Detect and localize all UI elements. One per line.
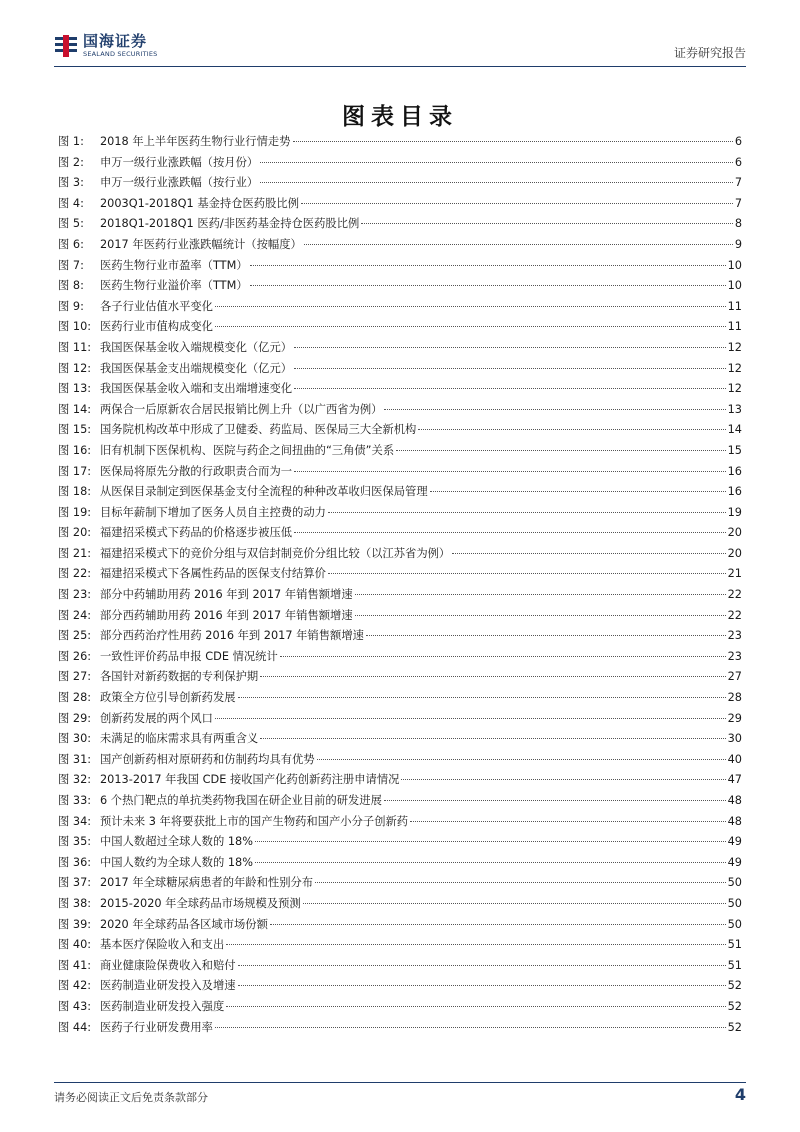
toc-leader-dots	[215, 1027, 726, 1028]
toc-leader-dots	[260, 182, 733, 183]
toc-entry[interactable]	[58, 380, 742, 401]
toc-leader-dots	[401, 779, 725, 780]
toc-leader-dots	[317, 759, 726, 760]
toc-page-number: 21	[727, 567, 742, 581]
toc-leader-dots	[304, 244, 733, 245]
toc-figure-title: 福建招采模式下各属性药品的医保支付结算价	[100, 567, 326, 581]
toc-leader-dots	[260, 738, 725, 739]
toc-figure-title: 国务院机构改革中形成了卫健委、药监局、医保局三大全新机构	[100, 423, 417, 437]
toc-figure-number: 图 40:	[58, 938, 92, 952]
toc-figure-title: 医药行业市值构成变化	[100, 320, 213, 334]
toc-figure-number: 图 15:	[58, 423, 92, 437]
toc-figure-number: 图 24:	[58, 608, 92, 622]
toc-figure-number: 图 5:	[58, 217, 84, 231]
toc-figure-number: 图 31:	[58, 752, 92, 766]
toc-figure-number: 图 23:	[58, 588, 92, 602]
toc-entry[interactable]	[58, 648, 742, 669]
toc-page-number: 13	[727, 402, 742, 416]
toc-leader-dots	[294, 368, 726, 369]
toc-entry[interactable]	[58, 874, 742, 895]
toc-entry[interactable]	[58, 977, 742, 998]
toc-page-number: 50	[727, 876, 742, 890]
toc-figure-title: 医药制造业研发投入强度	[100, 999, 225, 1013]
toc-figure-number: 图 13:	[58, 382, 92, 396]
toc-entry[interactable]	[58, 257, 742, 278]
toc-figure-title: 部分西药辅助用药 2016 年到 2017 年销售额增速	[100, 608, 353, 622]
toc-figure-title: 各国针对新药数据的专利保护期	[100, 670, 259, 684]
toc-figure-number: 图 38:	[58, 896, 92, 910]
toc-leader-dots	[250, 285, 726, 286]
toc-figure-title: 医药制造业研发投入及增速	[100, 979, 236, 993]
toc-page-number: 22	[727, 608, 742, 622]
toc-leader-dots	[384, 409, 725, 410]
toc-figure-number: 图 3:	[58, 176, 84, 190]
toc-page-number: 20	[727, 526, 742, 540]
toc-figure-title: 申万一级行业涨跌幅（按月份）	[100, 155, 259, 169]
toc-figure-number: 图 2:	[58, 155, 84, 169]
toc-leader-dots	[215, 326, 726, 327]
toc-figure-number: 图 7:	[58, 258, 84, 272]
toc-page-number: 15	[727, 443, 742, 457]
toc-figure-number: 图 25:	[58, 629, 92, 643]
toc-figure-number: 图 27:	[58, 670, 92, 684]
toc-entry[interactable]	[58, 627, 742, 648]
toc-figure-title: 2017 年全球糖尿病患者的年龄和性别分布	[100, 876, 314, 890]
toc-figure-title: 商业健康险保费收入和赔付	[100, 958, 236, 972]
page-number: 4	[734, 1085, 746, 1104]
toc-entry[interactable]	[58, 277, 742, 298]
report-type-label: 证券研究报告	[673, 46, 746, 60]
toc-entry[interactable]	[58, 154, 742, 175]
toc-entry[interactable]	[58, 360, 742, 381]
toc-figure-title: 部分中药辅助用药 2016 年到 2017 年销售额增速	[100, 588, 353, 602]
toc-figure-title: 各子行业估值水平变化	[100, 299, 213, 313]
toc-figure-title: 部分西药治疗性用药 2016 年到 2017 年销售额增速	[100, 629, 364, 643]
toc-figure-number: 图 36:	[58, 855, 92, 869]
toc-entry[interactable]	[58, 936, 742, 957]
toc-leader-dots	[250, 265, 726, 266]
toc-leader-dots	[315, 882, 726, 883]
toc-entry[interactable]	[58, 916, 742, 937]
toc-entry[interactable]	[58, 751, 742, 772]
toc-leader-dots	[238, 697, 726, 698]
toc-entry[interactable]	[58, 813, 742, 834]
toc-figure-title: 2017 年医药行业涨跌幅统计（按幅度）	[100, 237, 302, 251]
toc-figure-title: 我国医保基金收入端规模变化（亿元）	[100, 340, 293, 354]
toc-figure-title: 医药生物行业市盈率（TTM）	[100, 258, 248, 272]
toc-figure-title: 从医保目录制定到医保基金支付全流程的种种改革收归医保局管理	[100, 485, 428, 499]
toc-entry[interactable]	[58, 545, 742, 566]
toc-figure-number: 图 6:	[58, 237, 84, 251]
disclaimer-note: 请务必阅读正文后免责条款部分	[54, 1091, 208, 1104]
toc-leader-dots	[366, 635, 726, 636]
toc-figure-number: 图 30:	[58, 732, 92, 746]
toc-figure-title: 我国医保基金收入端和支出端增速变化	[100, 382, 293, 396]
toc-page-number: 52	[727, 979, 742, 993]
toc-leader-dots	[280, 656, 726, 657]
toc-figure-title: 两保合一后原新农合居民报销比例上升（以广西省为例）	[100, 402, 383, 416]
toc-entry[interactable]	[58, 442, 742, 463]
toc-figure-number: 图 11:	[58, 340, 92, 354]
toc-page-number: 12	[727, 382, 742, 396]
toc-entry[interactable]	[58, 854, 742, 875]
figure-index-list	[58, 133, 742, 1039]
toc-page-number: 49	[727, 835, 742, 849]
toc-page-number: 29	[727, 711, 742, 725]
toc-entry[interactable]	[58, 504, 742, 525]
toc-figure-title: 申万一级行业涨跌幅（按行业）	[100, 176, 259, 190]
toc-figure-number: 图 41:	[58, 958, 92, 972]
toc-entry[interactable]	[58, 215, 742, 236]
toc-page-number: 10	[727, 258, 742, 272]
toc-figure-title: 2018Q1-2018Q1 医药/非医药基金持仓医药股比例	[100, 217, 360, 231]
toc-page-number: 50	[727, 917, 742, 931]
toc-entry[interactable]	[58, 957, 742, 978]
toc-page-number: 11	[727, 299, 742, 313]
toc-entry[interactable]	[58, 195, 742, 216]
toc-entry[interactable]	[58, 174, 742, 195]
logo-chinese-name: 国海证券	[83, 32, 148, 51]
toc-entry[interactable]	[58, 607, 742, 628]
page-header	[54, 32, 746, 67]
toc-figure-title: 中国人数超过全球人数的 18%	[100, 835, 253, 849]
toc-page-number: 22	[727, 588, 742, 602]
toc-entry[interactable]	[58, 421, 742, 442]
toc-entry[interactable]	[58, 401, 742, 422]
toc-entry[interactable]	[58, 710, 742, 731]
page-footer	[54, 1082, 746, 1107]
toc-leader-dots	[226, 944, 725, 945]
toc-page-number: 12	[727, 340, 742, 354]
toc-figure-title: 2018 年上半年医药生物行业行情走势	[100, 135, 291, 148]
toc-entry[interactable]	[58, 339, 742, 360]
toc-leader-dots	[260, 676, 725, 677]
toc-leader-dots	[430, 491, 726, 492]
toc-page-number: 48	[727, 794, 742, 807]
toc-page-number: 6	[734, 135, 742, 148]
toc-figure-title: 福建招采模式下药品的价格逐步被压低	[100, 526, 293, 540]
toc-leader-dots	[410, 821, 726, 822]
toc-leader-dots	[215, 306, 726, 307]
toc-page-number: 51	[727, 958, 742, 972]
toc-leader-dots	[301, 203, 733, 204]
toc-figure-title: 基本医疗保险收入和支出	[100, 938, 225, 952]
toc-figure-number: 图 32:	[58, 773, 92, 787]
toc-figure-number: 图 39:	[58, 917, 92, 931]
toc-page-number: 52	[727, 1020, 742, 1034]
toc-leader-dots	[355, 594, 726, 595]
toc-leader-dots	[294, 471, 726, 472]
toc-figure-number: 图 42:	[58, 979, 92, 993]
toc-entry[interactable]	[58, 1019, 742, 1040]
toc-figure-title: 国产创新药相对原研药和仿制药均具有优势	[100, 752, 315, 766]
toc-entry[interactable]	[58, 998, 742, 1019]
toc-figure-number: 图 16:	[58, 443, 92, 457]
toc-figure-number: 图 19:	[58, 505, 92, 519]
toc-figure-title: 2003Q1-2018Q1 基金持仓医药股比例	[100, 196, 299, 210]
toc-figure-title: 福建招采模式下的竞价分组与双信封制竞价分组比较（以江苏省为例）	[100, 546, 451, 560]
toc-figure-title: 医药子行业研发费用率	[100, 1020, 213, 1034]
toc-figure-number: 图 37:	[58, 876, 92, 890]
toc-figure-number: 图 29:	[58, 711, 92, 725]
toc-entry[interactable]	[58, 792, 742, 813]
page-title: 图表目录	[342, 104, 458, 130]
toc-leader-dots	[328, 573, 726, 574]
logo-english-name: SEALAND SECURITIES	[83, 50, 158, 59]
toc-page-number: 27	[727, 670, 742, 684]
toc-figure-number: 图 34:	[58, 814, 92, 828]
toc-entry[interactable]	[58, 833, 742, 854]
toc-entry[interactable]	[58, 318, 742, 339]
toc-page-number: 11	[727, 320, 742, 334]
toc-figure-number: 图 22:	[58, 567, 92, 581]
toc-leader-dots	[293, 141, 733, 142]
toc-figure-title: 目标年薪制下增加了医务人员自主控费的动力	[100, 505, 326, 519]
toc-figure-number: 图 4:	[58, 196, 84, 210]
toc-figure-number: 图 9:	[58, 299, 84, 313]
toc-leader-dots	[303, 903, 726, 904]
toc-page-number: 7	[734, 196, 742, 210]
toc-figure-number: 图 35:	[58, 835, 92, 849]
toc-leader-dots	[294, 347, 726, 348]
toc-figure-number: 图 14:	[58, 402, 92, 416]
toc-figure-title: 6 个热门靶点的单抗类药物我国在研企业目前的研发进展	[100, 794, 382, 807]
toc-figure-title: 未满足的临床需求具有两重含义	[100, 732, 259, 746]
toc-leader-dots	[238, 985, 726, 986]
toc-figure-number: 图 18:	[58, 485, 92, 499]
toc-page-number: 30	[727, 732, 742, 746]
toc-entry[interactable]	[58, 565, 742, 586]
toc-figure-number: 图 26:	[58, 649, 92, 663]
toc-leader-dots	[384, 800, 726, 801]
toc-page-number: 50	[727, 896, 742, 910]
toc-figure-title: 医药生物行业溢价率（TTM）	[100, 279, 248, 293]
toc-figure-number: 图 28:	[58, 691, 92, 705]
toc-entry[interactable]	[58, 895, 742, 916]
toc-leader-dots	[396, 450, 725, 451]
toc-figure-number: 图 10:	[58, 320, 92, 334]
toc-page-number: 14	[727, 423, 742, 437]
toc-leader-dots	[355, 615, 726, 616]
toc-figure-title: 中国人数约为全球人数的 18%	[100, 855, 253, 869]
toc-leader-dots	[255, 862, 726, 863]
toc-page-number: 49	[727, 855, 742, 869]
toc-page-number: 10	[727, 279, 742, 293]
toc-entry[interactable]	[58, 771, 742, 792]
toc-leader-dots	[238, 965, 726, 966]
toc-figure-title: 一致性评价药品申报 CDE 情况统计	[100, 649, 278, 663]
toc-figure-number: 图 20:	[58, 526, 92, 540]
toc-page-number: 7	[734, 176, 742, 190]
toc-figure-number: 图 21:	[58, 546, 92, 560]
toc-page-number: 40	[727, 752, 742, 766]
toc-figure-number: 图 1:	[58, 135, 84, 148]
toc-page-number: 28	[727, 691, 742, 705]
toc-figure-number: 图 33:	[58, 794, 92, 807]
toc-leader-dots	[215, 718, 726, 719]
toc-page-number: 19	[727, 505, 742, 519]
toc-entry[interactable]	[58, 236, 742, 257]
toc-figure-title: 2013-2017 年我国 CDE 接收国产化药创新药注册申请情况	[100, 773, 400, 787]
toc-figure-number: 图 43:	[58, 999, 92, 1013]
toc-figure-number: 图 44:	[58, 1020, 92, 1034]
toc-entry[interactable]	[58, 730, 742, 751]
toc-figure-number: 图 12:	[58, 361, 92, 375]
toc-figure-number: 图 8:	[58, 279, 84, 293]
toc-entry[interactable]	[58, 463, 742, 484]
toc-entry[interactable]	[58, 668, 742, 689]
toc-page-number: 6	[734, 155, 742, 169]
sealand-logo-icon	[54, 34, 78, 58]
toc-figure-title: 创新药发展的两个风口	[100, 711, 213, 725]
toc-leader-dots	[294, 532, 726, 533]
toc-entry[interactable]	[58, 689, 742, 710]
toc-leader-dots	[418, 429, 725, 430]
toc-leader-dots	[452, 553, 725, 554]
toc-entry[interactable]	[58, 483, 742, 504]
toc-page-number: 16	[727, 464, 742, 478]
toc-leader-dots	[270, 924, 726, 925]
toc-figure-title: 我国医保基金支出端规模变化（亿元）	[100, 361, 293, 375]
toc-leader-dots	[361, 223, 733, 224]
toc-leader-dots	[255, 841, 726, 842]
toc-figure-title: 旧有机制下医保机构、医院与药企之间扭曲的“三角债”关系	[100, 443, 395, 457]
toc-entry[interactable]	[58, 524, 742, 545]
toc-entry[interactable]	[58, 133, 742, 154]
toc-leader-dots	[226, 1006, 725, 1007]
toc-leader-dots	[294, 388, 726, 389]
toc-page-number: 47	[727, 773, 742, 787]
toc-entry[interactable]	[58, 586, 742, 607]
toc-entry[interactable]	[58, 298, 742, 319]
toc-figure-number: 图 17:	[58, 464, 92, 478]
toc-figure-title: 2020 年全球药品各区域市场份额	[100, 917, 268, 931]
toc-figure-title: 预计未来 3 年将要获批上市的国产生物药和国产小分子创新药	[100, 814, 409, 828]
toc-leader-dots	[328, 512, 726, 513]
company-logo	[54, 34, 158, 58]
toc-page-number: 8	[734, 217, 742, 231]
toc-page-number: 48	[727, 814, 742, 828]
toc-page-number: 9	[734, 237, 742, 251]
toc-page-number: 23	[727, 649, 742, 663]
toc-figure-title: 医保局将原先分散的行政职责合而为一	[100, 464, 293, 478]
toc-page-number: 52	[727, 999, 742, 1013]
toc-page-number: 12	[727, 361, 742, 375]
toc-page-number: 23	[727, 629, 742, 643]
toc-page-number: 16	[727, 485, 742, 499]
toc-leader-dots	[260, 162, 733, 163]
toc-figure-title: 2015-2020 年全球药品市场规模及预测	[100, 896, 301, 910]
toc-figure-title: 政策全方位引导创新药发展	[100, 691, 236, 705]
toc-page-number: 51	[727, 938, 742, 952]
toc-page-number: 20	[727, 546, 742, 560]
